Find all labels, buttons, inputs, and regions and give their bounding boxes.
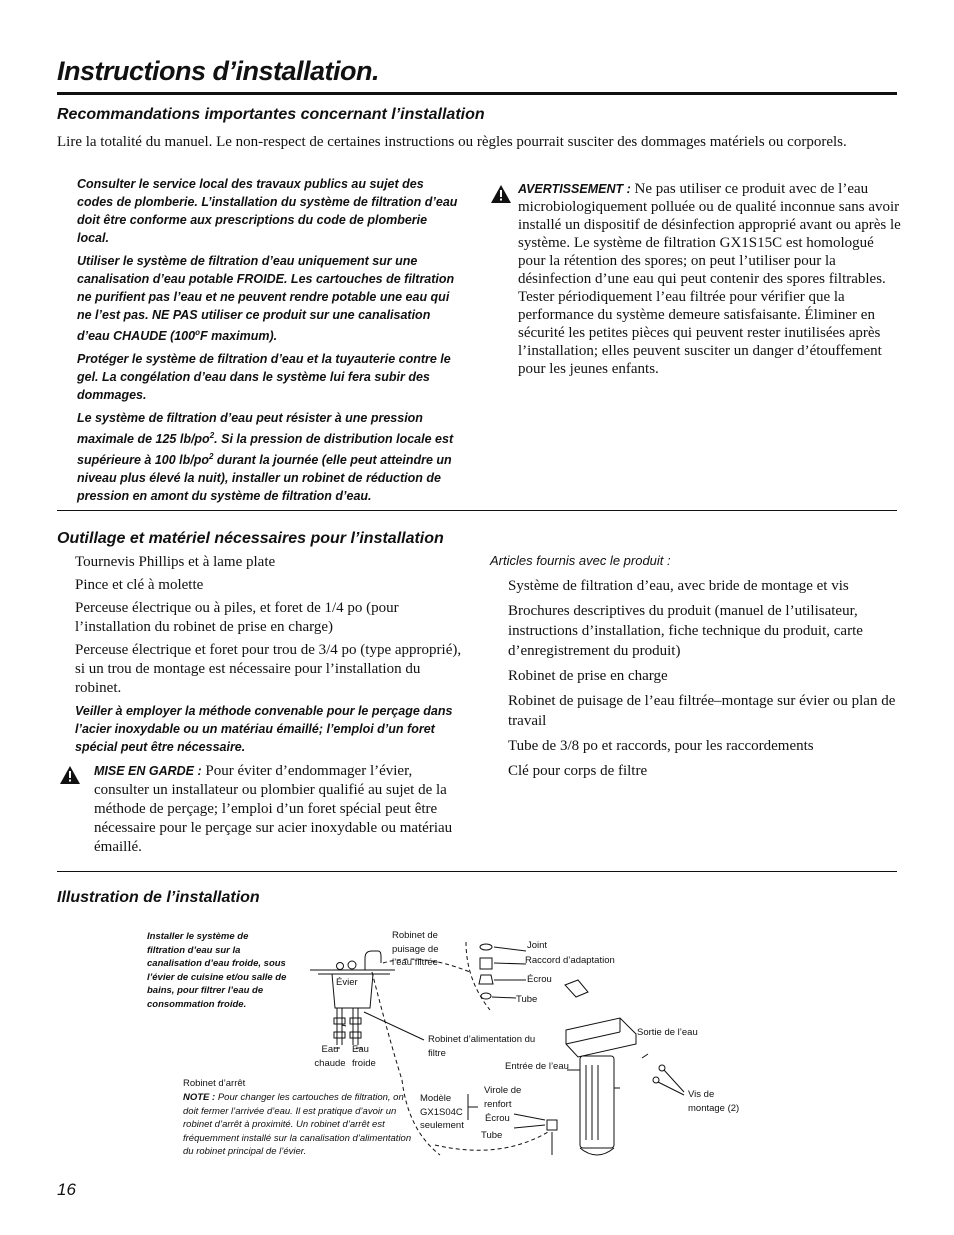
recommandation-plomberie: Consulter le service local des travaux publics au sujet des codes de plomberie. L’installation du système de filtration d’eau doit être conforme aux prescriptions du code de plomberie local.	[77, 177, 458, 245]
warning-icon	[491, 185, 511, 203]
installation-illustration	[0, 920, 954, 1185]
tools-list	[75, 553, 465, 857]
section-heading-recommandations: Recommandations importantes concernant l’installation	[57, 106, 485, 123]
section-heading-illustration: Illustration de l’installation	[57, 889, 260, 906]
recommandation-gel: Protéger le système de filtration d’eau et la tuyauterie contre le gel. La congélation d’eau dans le système lui fera subir des dommages.	[77, 352, 451, 403]
note-text: NOTE : Pour changer les cartouches de filtration, on doit fermer l’arrivée d’eau. Il est pratique d’avoir un robinet d’arrêt à proximité. Un robinet d’arrêt est fréquemment installé sur la canalisation d’alimentation du robinet principal de l’évier.	[183, 1092, 412, 1157]
recommandations-list	[77, 175, 462, 510]
page-number: 16	[57, 1180, 76, 1199]
supplied-item: Tube de 3/8 po et raccords, pour les raccordements	[508, 738, 814, 754]
supplied-list	[490, 553, 900, 786]
supplied-item: Robinet de prise en charge	[508, 668, 668, 684]
supplied-item: Système de filtration d’eau, avec bride de montage et vis	[508, 578, 849, 594]
caution-block: MISE EN GARDE : Pour éviter d’endommager l’évier, consulter un installateur ou plombier qualifié au sujet de la méthode de perçage; l’emploi d’un foret spécial peut être nécessaire pour le perçage sur acier inoxydable ou matériau émaillé.	[75, 762, 465, 857]
tool-item: Perceuse électrique et foret pour trou de 3/4 po (type approprié), si un trou de montage est nécessaire pour l’installation du robinet.	[75, 642, 462, 696]
label-entree: Entrée de l’eau	[505, 1061, 569, 1072]
label-ecrou: Écrou	[527, 974, 552, 985]
tool-item: Pince et clé à molette	[75, 577, 204, 593]
label-eau-froide: Eau froide	[352, 1044, 376, 1069]
label-sortie: Sortie de l’eau	[637, 1027, 698, 1038]
warning-text: AVERTISSEMENT : Ne pas utiliser ce produit avec de l’eau microbiologiquement polluée ou de qualité inconnue sans avoir installé un dispositif de désinfection approprié avant ou après le système. Le système de filtration GX1S15C est homologué pour la rétention des spores; on peut l’utiliser pour la désinfection d’une eau qui peut contenir des spores filtrables. Tester périodiquement l’eau filtrée pour vérifier que la performance du système demeure satisfaisante. Éliminer en sécurité les petites pièces qui peuvent rester inutilisées après l’installation; elles peuvent susciter un danger d’étouffement pour les jeunes enfants.	[518, 181, 901, 377]
recommandation-pression: Le système de filtration d’eau peut résister à une pression maximale de 125 $lb/po^2$. Si la pression de distribution locale est supérieure à 100 $lb/po^2$ durant la journée (elle peut atteindre un niveau plus élevé la nuit), installer un robinet de réduction de pression en amont du système de filtration d’eau.	[77, 411, 454, 504]
section-rule-2	[57, 871, 897, 872]
label-tube: Tube	[516, 994, 538, 1005]
label-vis: Vis de montage (2)	[688, 1089, 740, 1114]
supplied-item: Robinet de puisage de l’eau filtrée–montage sur évier ou plan de travail	[508, 693, 896, 729]
install-note: Installer le système de filtration d’eau sur la canalisation d’eau froide, sous l’évier de cuisine et/ou salle de bains, pour filtrer l’eau de consommation froide.	[147, 931, 287, 1010]
section-heading-outillage: Outillage et matériel nécessaires pour l’installation	[57, 530, 444, 547]
label-tube-2: Tube	[481, 1130, 503, 1141]
caution-icon	[60, 766, 80, 784]
label-ecrou-2: Écrou	[485, 1113, 510, 1124]
drill-note: Veiller à employer la méthode convenable pour le perçage dans l’acier inoxydable ou un matériau émaillé; l’emploi d’un foret spécial peut être nécessaire.	[75, 704, 453, 754]
label-raccord: Raccord d’adaptation	[525, 955, 615, 966]
label-robinet-arret: Robinet d’arrêt	[183, 1078, 246, 1089]
section-rule-1	[57, 510, 897, 511]
page-title: Instructions d’installation.	[57, 56, 380, 86]
label-eau-chaude: Eau chaude	[314, 1044, 346, 1069]
label-evier: Évier	[336, 977, 358, 988]
label-modele: Modèle GX1S04C seulement	[420, 1093, 464, 1131]
label-virole: Virole de renfort	[484, 1085, 522, 1110]
tool-item: Tournevis Phillips et à lame plate	[75, 554, 276, 570]
supplied-item: Clé pour corps de filtre	[508, 763, 648, 779]
supplied-heading: Articles fournis avec le produit :	[490, 553, 671, 568]
label-robinet-alimentation: Robinet d’alimentation du filtre	[428, 1034, 536, 1059]
supplied-item: Brochures descriptives du produit (manuel de l’utilisateur, instructions d’installation, fiche technique du produit, carte d’enregistrement du produit)	[508, 603, 863, 659]
tool-item: Perceuse électrique ou à piles, et foret de 1/4 po (pour l’installation du robinet de prise en charge)	[75, 600, 399, 635]
label-robinet-puisage: Robinet de puisage de l’eau filtrée	[392, 930, 439, 968]
label-joint: Joint	[527, 940, 548, 951]
intro-text: Lire la totalité du manuel. Le non-respect de certaines instructions ou règles pourrait susciter des dommages matériels ou corporels.	[57, 134, 847, 150]
title-rule	[57, 92, 897, 95]
warning-block	[491, 180, 901, 378]
recommandation-eau-froide: Utiliser le système de filtration d’eau uniquement sur une canalisation d’eau potable FROIDE. Les cartouches de filtration ne purifient pas l’eau et ne peuvent rendre potable une eau qui ne l’est pas. NE PAS utiliser ce produit sur une canalisation d’eau CHAUDE (100$^o$F maximum).	[77, 254, 455, 344]
